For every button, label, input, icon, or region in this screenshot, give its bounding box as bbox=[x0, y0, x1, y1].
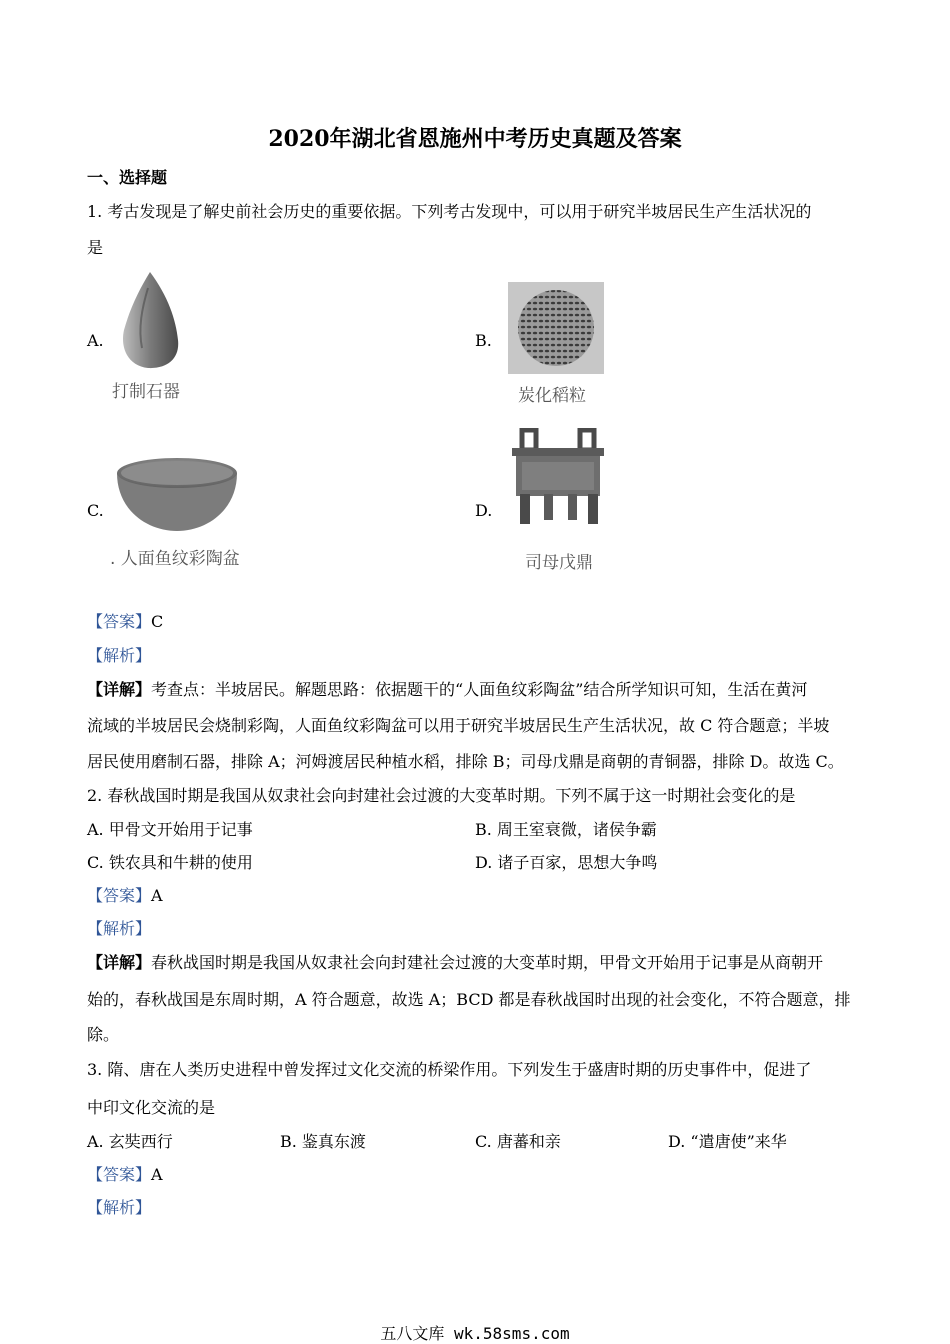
q3-stem-line1: 3. 隋、唐在人类历史进程中曾发挥过文化交流的桥梁作用。下列发生于盛唐时期的历史事件中，促进了 bbox=[87, 1060, 812, 1079]
q3-answer-tag: 【答案】 bbox=[87, 1165, 152, 1184]
q2-stem: 2. 春秋战国时期是我国从奴隶社会向封建社会过渡的大变革时期。下列不属于这一时期社会变化的是 bbox=[87, 786, 796, 805]
q3-stem-line2: 中印文化交流的是 bbox=[87, 1098, 216, 1117]
q3-option-d: D. “遣唐使”来华 bbox=[668, 1132, 787, 1151]
q2-answer: A bbox=[151, 886, 163, 905]
q3-option-a: A. 玄奘西行 bbox=[87, 1132, 173, 1151]
bronze-ding-image bbox=[508, 428, 608, 526]
q1-option-b-caption: 炭化稻粒 bbox=[518, 386, 586, 406]
q3-analysis-tag: 【解析】 bbox=[87, 1198, 152, 1217]
q1-option-a-letter: A. bbox=[87, 331, 104, 350]
q1-detail-tag: 【详解】 bbox=[87, 680, 152, 699]
q2-option-b: B. 周王室衰微，诸侯争霸 bbox=[475, 820, 657, 839]
page-footer: 五八文库 wk.58sms.com bbox=[380, 1324, 570, 1343]
q1-stem-line2: 是 bbox=[87, 238, 104, 257]
stone-tool-image bbox=[112, 268, 192, 373]
q1-analysis-tag: 【解析】 bbox=[87, 646, 152, 665]
q1-answer-tag: 【答案】 bbox=[87, 612, 152, 631]
q1-option-d-letter: D. bbox=[475, 501, 493, 520]
q2-detail-tag: 【详解】 bbox=[87, 953, 152, 972]
carbonized-rice-image bbox=[508, 282, 604, 374]
q2-detail-line1: 春秋战国时期是我国从奴隶社会向封建社会过渡的大变革时期，甲骨文开始用于记事是从商朝开 bbox=[151, 953, 824, 972]
q1-option-d-caption: 司母戊鼎 bbox=[525, 553, 593, 573]
q2-option-c: C. 铁农具和牛耕的使用 bbox=[87, 853, 253, 872]
q2-option-a: A. 甲骨文开始用于记事 bbox=[87, 820, 253, 839]
q1-option-c-caption: . 人面鱼纹彩陶盆 bbox=[110, 549, 240, 569]
q2-option-d: D. 诸子百家，思想大争鸣 bbox=[475, 853, 658, 872]
q3-option-c: C. 唐蕃和亲 bbox=[475, 1132, 561, 1151]
q2-detail-line2: 始的，春秋战国是东周时期，A 符合题意，故选 A；BCD 都是春秋战国时出现的社会变化，不符合题意，排 bbox=[87, 990, 851, 1009]
q1-detail-line2: 流域的半坡居民会烧制彩陶，人面鱼纹彩陶盆可以用于研究半坡居民生产生活状况，故 C 符合题意；半坡 bbox=[87, 716, 830, 735]
q1-detail-line1: 考查点：半坡居民。解题思路：依据题干的“人面鱼纹彩陶盆”结合所学知识可知，生活在黄河 bbox=[151, 680, 808, 699]
section-heading: 一、选择题 bbox=[87, 168, 168, 187]
q2-analysis-tag: 【解析】 bbox=[87, 919, 152, 938]
q2-detail-line3: 除。 bbox=[87, 1025, 120, 1044]
painted-pottery-basin-image bbox=[113, 455, 241, 533]
q1-detail-line3: 居民使用磨制石器，排除 A；河姆渡居民种植水稻，排除 B；司母戊鼎是商朝的青铜器，排除 D。故选 C。 bbox=[87, 752, 844, 771]
page-title: 2020年湖北省恩施州中考历史真题及答案 bbox=[268, 126, 682, 152]
q3-option-b: B. 鉴真东渡 bbox=[280, 1132, 366, 1151]
q1-option-b-letter: B. bbox=[475, 331, 492, 350]
q1-option-c-letter: C. bbox=[87, 501, 104, 520]
q2-answer-tag: 【答案】 bbox=[87, 886, 152, 905]
q3-answer: A bbox=[151, 1165, 163, 1184]
q1-option-a-caption: 打制石器 bbox=[112, 382, 180, 402]
q1-answer: C bbox=[151, 612, 164, 631]
q1-stem-line1: 1. 考古发现是了解史前社会历史的重要依据。下列考古发现中，可以用于研究半坡居民生产生活状况的 bbox=[87, 202, 812, 221]
